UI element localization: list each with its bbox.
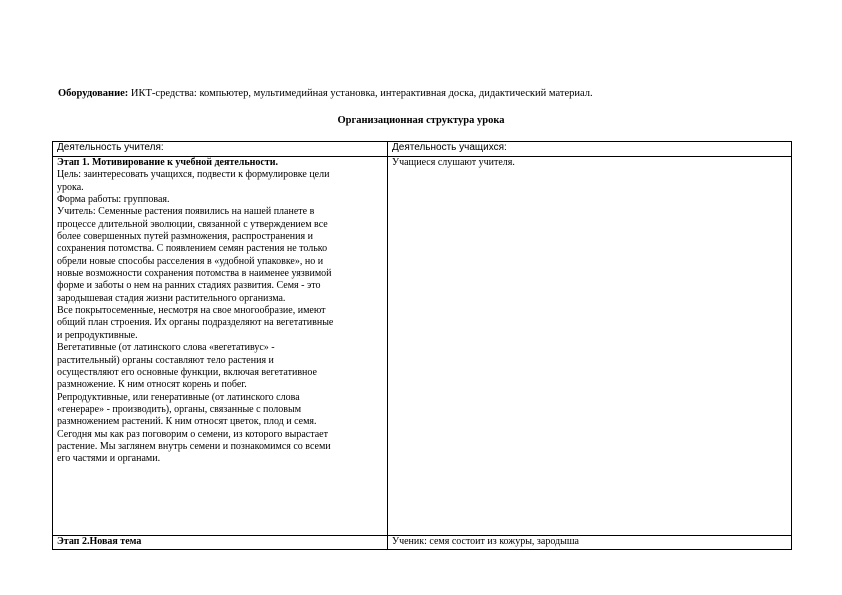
stage1-line: Вегетативные (от латинского слова «вегетативус» - — [57, 342, 275, 354]
stage1-line: осуществляют его основные функции, включая вегетативное — [57, 366, 317, 378]
stage1-line: зародышевая стадия жизни растительного организма. — [57, 292, 286, 304]
stage1-teacher-cell — [53, 157, 388, 536]
stage1-line: новые возможности сохранения потомства в наименее уязвимой — [57, 268, 332, 280]
stage2-student-cell — [388, 536, 792, 550]
stage1-line: Учитель: Семенные растения появились на нашей планете в — [57, 206, 315, 218]
stage1-student-cell — [388, 157, 792, 536]
header-teacher: Деятельность учителя: — [53, 142, 388, 157]
stage2-teacher-cell — [53, 536, 388, 550]
stage2-student-text: Ученик: семя состоит из кожуры, зародыша — [392, 536, 579, 547]
stage1-line: Все покрытосеменные, несмотря на свое многообразие, имеют — [57, 305, 326, 317]
equipment-text: ИКТ-средства: компьютер, мультимедийная установка, интерактивная доска, дидактический материал. — [128, 88, 593, 99]
table-row — [53, 157, 792, 536]
stage1-line: более совершенных путей размножения, распространения и — [57, 231, 313, 243]
table-header-row — [53, 142, 792, 157]
stage1-line: растительный) органы составляют тело растения и — [57, 354, 274, 366]
stage1-line: размножение. К ним относят корень и побег. — [57, 379, 247, 391]
stage1-line: форме и заботы о нем на ранних стадиях развития. Семя - это — [57, 280, 321, 292]
stage1-line: обрели новые способы расселения в «удобной упаковке», но и — [57, 255, 324, 267]
stage1-line: «генераре» - производить), органы, связанные с половым — [57, 403, 302, 415]
stage1-line: процессе длительной эволюции, связанной с утверждением все — [57, 218, 328, 230]
stage1-line: Форма работы: групповая. — [57, 194, 170, 206]
stage1-line: и репродуктивные. — [57, 329, 138, 341]
stage1-title: Этап 1. Мотивирование к учебной деятельности. — [57, 157, 279, 168]
equipment-label: Оборудование: — [58, 88, 129, 99]
stage1-line: общий план строения. Их органы подразделяют на вегетативные — [57, 317, 334, 329]
table-row — [53, 536, 792, 550]
stage1-line: размножением растений. К ним относят цветок, плод и семя. — [57, 416, 317, 428]
structure-title: Организационная структура урока — [337, 115, 505, 126]
stage1-line: Сегодня мы как раз поговорим о семени, из которого вырастает — [57, 428, 328, 440]
header-student: Деятельность учащихся: — [388, 142, 792, 157]
lesson-structure-table — [52, 141, 792, 550]
stage1-line: растение. Мы заглянем внутрь семени и познакомимся со всеми — [57, 440, 331, 452]
equipment-line — [58, 87, 818, 100]
stage1-line: сохранения потомства. С появлением семян растения не только — [57, 243, 328, 255]
stage1-student-text: Учащиеся слушают учителя. — [392, 157, 515, 168]
stage1-line: урока. — [57, 181, 84, 193]
stage1-line: его частями и органами. — [57, 453, 161, 465]
stage2-title: Этап 2.Новая тема — [57, 536, 142, 547]
stage1-line: Цель: заинтересовать учащихся, подвести к формулировке цели — [57, 169, 330, 181]
stage1-line: Репродуктивные, или генеративные (от латинского слова — [57, 391, 300, 403]
